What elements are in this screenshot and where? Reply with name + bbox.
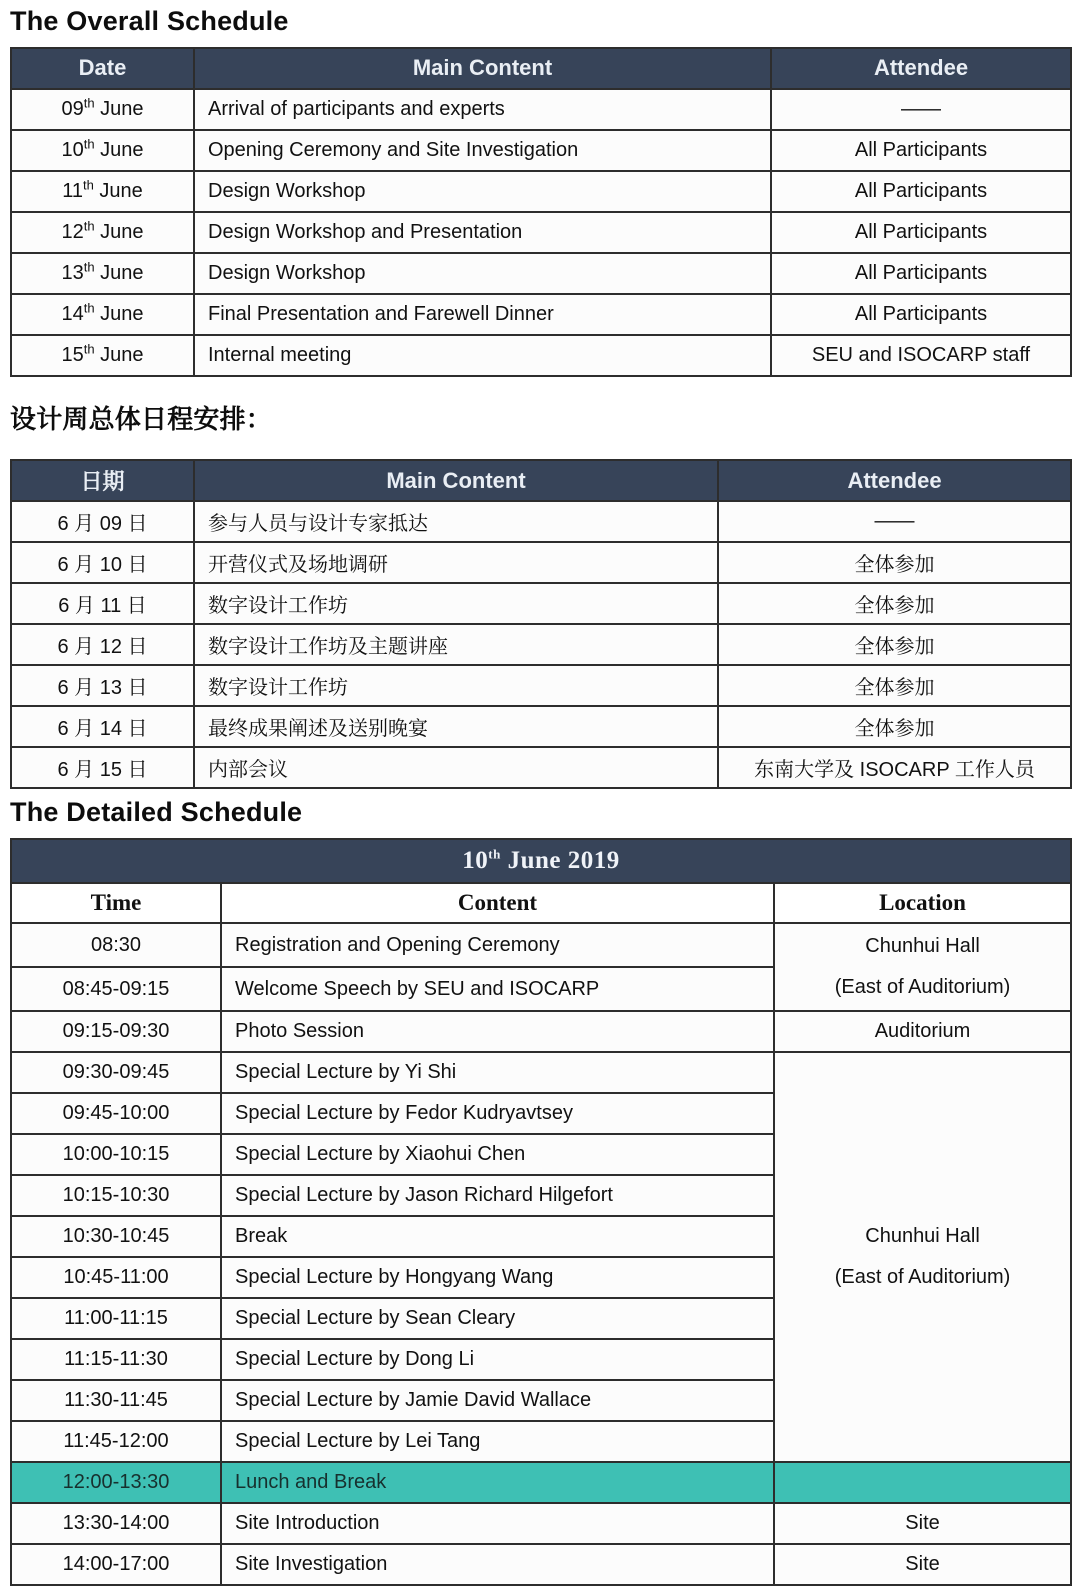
table-row — [11, 294, 1071, 335]
location-cell: Site — [774, 1544, 1071, 1585]
content-cell: 参与人员与设计专家抵达 — [194, 501, 718, 542]
time-cell: 10:00-10:15 — [11, 1134, 221, 1175]
content-cell: Design Workshop and Presentation — [194, 212, 771, 253]
date-cell: 11th June — [11, 171, 194, 212]
time-cell: 13:30-14:00 — [11, 1503, 221, 1544]
content-cell: 数字设计工作坊及主题讲座 — [194, 624, 718, 665]
date-cell: 10th June — [11, 130, 194, 171]
content-cell: Special Lecture by Lei Tang — [221, 1421, 774, 1462]
date-cell: 12th June — [11, 212, 194, 253]
time-cell: 10:15-10:30 — [11, 1175, 221, 1216]
table-row — [11, 501, 1071, 542]
table-row — [11, 624, 1071, 665]
time-column-header: Time — [11, 883, 221, 923]
time-cell: 09:45-10:00 — [11, 1093, 221, 1134]
content-cell: Special Lecture by Jamie David Wallace — [221, 1380, 774, 1421]
detailed-schedule-title: The Detailed Schedule — [10, 797, 303, 828]
table-header-row — [11, 460, 1071, 501]
table-header-row — [11, 883, 1071, 923]
content-cell: Photo Session — [221, 1011, 774, 1052]
content-cell: Registration and Opening Ceremony — [221, 923, 774, 967]
content-cell: 最终成果阐述及送别晚宴 — [194, 706, 718, 747]
date-cell: 6 月 10 日 — [11, 542, 194, 583]
attendee-column-header: Attendee — [718, 460, 1071, 501]
table-row — [11, 89, 1071, 130]
time-cell: 09:30-09:45 — [11, 1052, 221, 1093]
date-cell: 6 月 15 日 — [11, 747, 194, 788]
table-row — [11, 335, 1071, 376]
content-cell: Arrival of participants and experts — [194, 89, 771, 130]
content-cell: Final Presentation and Farewell Dinner — [194, 294, 771, 335]
table-header-row — [11, 48, 1071, 89]
table-row — [11, 747, 1071, 788]
table-row — [11, 130, 1071, 171]
location-cell: Chunhui Hall (East of Auditorium) — [774, 1052, 1071, 1462]
date-cell: 13th June — [11, 253, 194, 294]
location-cell: Site — [774, 1503, 1071, 1544]
overall-schedule-table — [10, 47, 1072, 377]
attendee-cell: 全体参加 — [718, 624, 1071, 665]
attendee-cell: —— — [771, 89, 1071, 130]
content-cell: Design Workshop — [194, 253, 771, 294]
section-gap — [10, 789, 1070, 796]
date-cell: 15th June — [11, 335, 194, 376]
attendee-column-header: Attendee — [771, 48, 1071, 89]
content-cell: Lunch and Break — [221, 1462, 774, 1503]
content-cell: Site Introduction — [221, 1503, 774, 1544]
content-cell: Special Lecture by Xiaohui Chen — [221, 1134, 774, 1175]
main-content-column-header: Main Content — [194, 48, 771, 89]
content-cell: Site Investigation — [221, 1544, 774, 1585]
content-cell: Special Lecture by Hongyang Wang — [221, 1257, 774, 1298]
time-cell: 14:00-17:00 — [11, 1544, 221, 1585]
content-cell: Special Lecture by Jason Richard Hilgefort — [221, 1175, 774, 1216]
time-cell: 11:00-11:15 — [11, 1298, 221, 1339]
section-gap — [10, 443, 1070, 459]
content-column-header: Content — [221, 883, 774, 923]
overall-schedule-title: The Overall Schedule — [10, 6, 289, 36]
date-cell: 6 月 11 日 — [11, 583, 194, 624]
main-content-column-header: Main Content — [194, 460, 718, 501]
attendee-cell: 全体参加 — [718, 583, 1071, 624]
table-row — [11, 1544, 1071, 1585]
table-row — [11, 1011, 1071, 1052]
attendee-cell: 全体参加 — [718, 665, 1071, 706]
attendee-cell: 全体参加 — [718, 706, 1071, 747]
date-cell: 14th June — [11, 294, 194, 335]
time-cell: 11:15-11:30 — [11, 1339, 221, 1380]
content-cell: Special Lecture by Sean Cleary — [221, 1298, 774, 1339]
content-cell: Special Lecture by Yi Shi — [221, 1052, 774, 1093]
date-cell: 6 月 13 日 — [11, 665, 194, 706]
attendee-cell: —— — [718, 501, 1071, 542]
content-cell: Special Lecture by Fedor Kudryavtsey — [221, 1093, 774, 1134]
content-cell: Welcome Speech by SEU and ISOCARP — [221, 967, 774, 1011]
attendee-cell: All Participants — [771, 294, 1071, 335]
attendee-cell: All Participants — [771, 253, 1071, 294]
date-column-header: Date — [11, 48, 194, 89]
attendee-cell: SEU and ISOCARP staff — [771, 335, 1071, 376]
location-cell — [774, 1462, 1071, 1503]
content-cell: 数字设计工作坊 — [194, 583, 718, 624]
time-cell: 10:45-11:00 — [11, 1257, 221, 1298]
content-cell: 数字设计工作坊 — [194, 665, 718, 706]
chinese-schedule-title: 设计周总体日程安排： — [10, 403, 273, 434]
attendee-cell: All Participants — [771, 171, 1071, 212]
date-cell: 6 月 09 日 — [11, 501, 194, 542]
date-cell: 6 月 12 日 — [11, 624, 194, 665]
content-cell: 开营仪式及场地调研 — [194, 542, 718, 583]
table-row — [11, 253, 1071, 294]
date-banner-row — [11, 839, 1071, 883]
time-cell: 09:15-09:30 — [11, 1011, 221, 1052]
date-column-header: 日期 — [11, 460, 194, 501]
content-cell: Special Lecture by Dong Li — [221, 1339, 774, 1380]
time-cell: 12:00-13:30 — [11, 1462, 221, 1503]
content-cell: 内部会议 — [194, 747, 718, 788]
attendee-cell: 全体参加 — [718, 542, 1071, 583]
attendee-cell: All Participants — [771, 212, 1071, 253]
table-row — [11, 171, 1071, 212]
content-cell: Opening Ceremony and Site Investigation — [194, 130, 771, 171]
table-row — [11, 542, 1071, 583]
location-cell: Auditorium — [774, 1011, 1071, 1052]
lunch-break-row — [11, 1462, 1071, 1503]
table-row — [11, 1503, 1071, 1544]
time-cell: 08:30 — [11, 923, 221, 967]
time-cell: 08:45-09:15 — [11, 967, 221, 1011]
location-column-header: Location — [774, 883, 1071, 923]
section-gap — [10, 377, 1070, 403]
detailed-schedule-table — [10, 838, 1072, 1586]
time-cell: 10:30-10:45 — [11, 1216, 221, 1257]
time-cell: 11:30-11:45 — [11, 1380, 221, 1421]
attendee-cell: 东南大学及 ISOCARP 工作人员 — [718, 747, 1071, 788]
table-row — [11, 212, 1071, 253]
attendee-cell: All Participants — [771, 130, 1071, 171]
date-cell: 6 月 14 日 — [11, 706, 194, 747]
chinese-schedule-table — [10, 459, 1072, 789]
time-cell: 11:45-12:00 — [11, 1421, 221, 1462]
date-cell: 09th June — [11, 89, 194, 130]
table-row — [11, 665, 1071, 706]
content-cell: Design Workshop — [194, 171, 771, 212]
table-row — [11, 923, 1071, 967]
location-cell: Chunhui Hall (East of Auditorium) — [774, 923, 1071, 1011]
table-row — [11, 583, 1071, 624]
date-banner: 10th June 2019 — [11, 839, 1071, 883]
content-cell: Internal meeting — [194, 335, 771, 376]
content-cell: Break — [221, 1216, 774, 1257]
table-row — [11, 1052, 1071, 1093]
table-row — [11, 706, 1071, 747]
